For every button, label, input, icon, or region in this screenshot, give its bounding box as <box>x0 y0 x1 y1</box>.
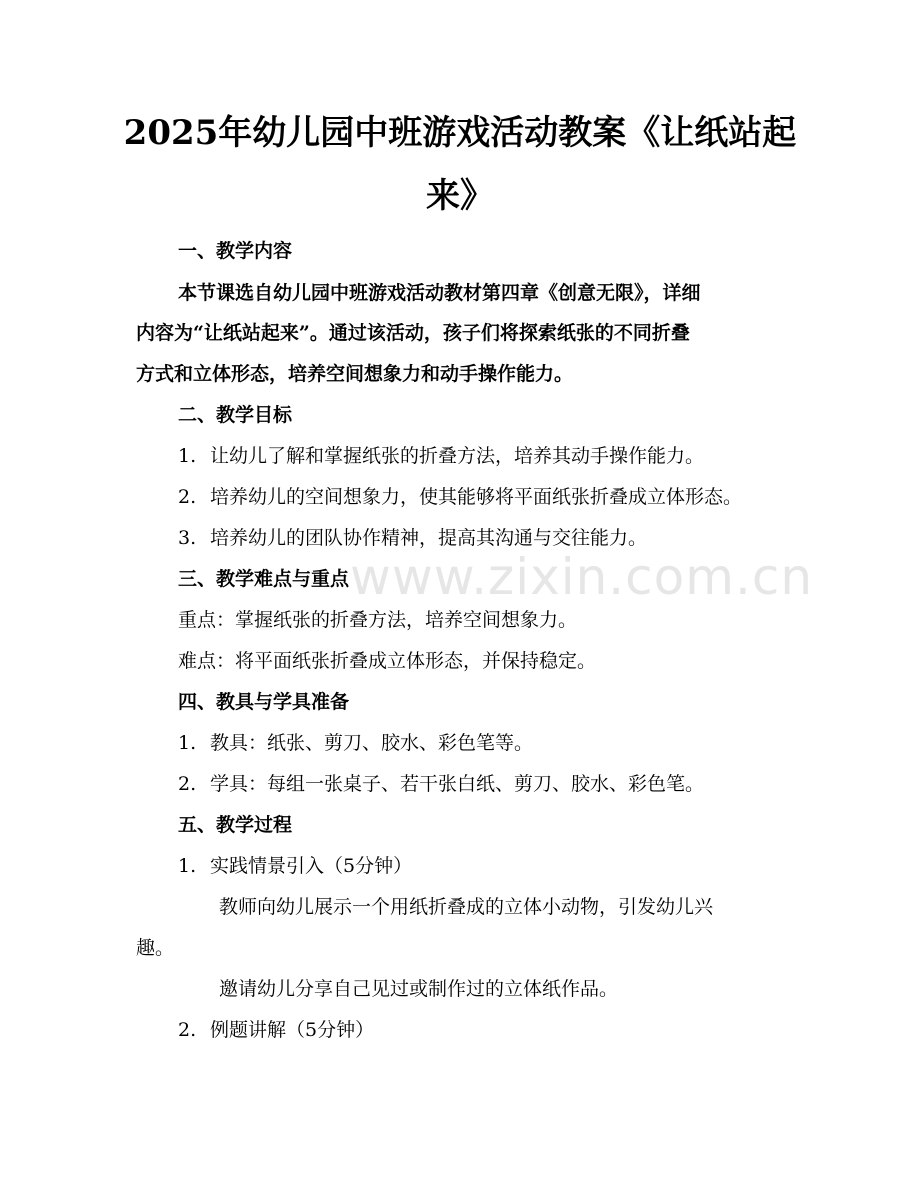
process-paragraph-line: 教师向幼儿展示一个用纸折叠成的立体小动物，引发幼儿兴 <box>219 896 714 918</box>
section-heading-process: 五、教学过程 <box>178 814 293 836</box>
item-text: 培养幼儿的团队协作精神，提高其沟通与交往能力。 <box>210 527 648 549</box>
item-number: 3. <box>178 527 197 549</box>
process-step <box>178 853 412 879</box>
item-number: 2. <box>178 486 197 508</box>
document-title-line2: 来》 <box>426 176 494 216</box>
item-text: 培养幼儿的空间想象力，使其能够将平面纸张折叠成立体形态。 <box>210 486 743 508</box>
material-item <box>178 771 704 797</box>
item-number: 2. <box>178 1019 197 1041</box>
section-heading-materials: 四、教具与学具准备 <box>178 691 350 713</box>
section-heading-content: 一、教学内容 <box>178 240 293 262</box>
item-text: 教具：纸张、剪刀、胶水、彩色笔等。 <box>210 732 534 754</box>
content-paragraph-line: 本节课选自幼儿园中班游戏活动教材第四章《创意无限》，详细 <box>178 282 701 304</box>
item-text: 学具：每组一张桌子、若干张白纸、剪刀、胶水、彩色笔。 <box>210 773 705 795</box>
material-item <box>178 730 533 756</box>
process-step <box>178 1017 374 1043</box>
section-heading-objectives: 二、教学目标 <box>178 404 293 426</box>
content-paragraph-line: 内容为“让纸站起来”。通过该活动，孩子们将探索纸张的不同折叠 <box>136 322 690 344</box>
item-text: 实践情景引入（5分钟） <box>210 855 413 877</box>
item-text: 让幼儿了解和掌握纸张的折叠方法，培养其动手操作能力。 <box>210 445 705 467</box>
document-title-line1: 2025年幼儿园中班游戏活动教案《让纸站起 <box>123 113 797 153</box>
item-number: 1. <box>178 445 197 467</box>
difficulty-text: 难点：将平面纸张折叠成立体形态，并保持稳定。 <box>178 650 597 672</box>
item-text: 例题讲解（5分钟） <box>210 1019 375 1041</box>
objective-item <box>178 525 647 551</box>
key-point-text: 重点：掌握纸张的折叠方法，培养空间想象力。 <box>178 609 578 631</box>
process-paragraph-line: 趣。 <box>136 937 175 959</box>
objective-item <box>178 443 704 469</box>
content-paragraph-line: 方式和立体形态，培养空间想象力和动手操作能力。 <box>136 363 574 385</box>
item-number: 1. <box>178 732 197 754</box>
objective-item <box>178 484 742 510</box>
process-paragraph: 邀请幼儿分享自己见过或制作过的立体纸作品。 <box>219 978 619 1000</box>
section-heading-key-points: 三、教学难点与重点 <box>178 568 350 590</box>
item-number: 2. <box>178 773 197 795</box>
item-number: 1. <box>178 855 197 877</box>
watermark: www.zixin.com.cn <box>350 548 814 606</box>
